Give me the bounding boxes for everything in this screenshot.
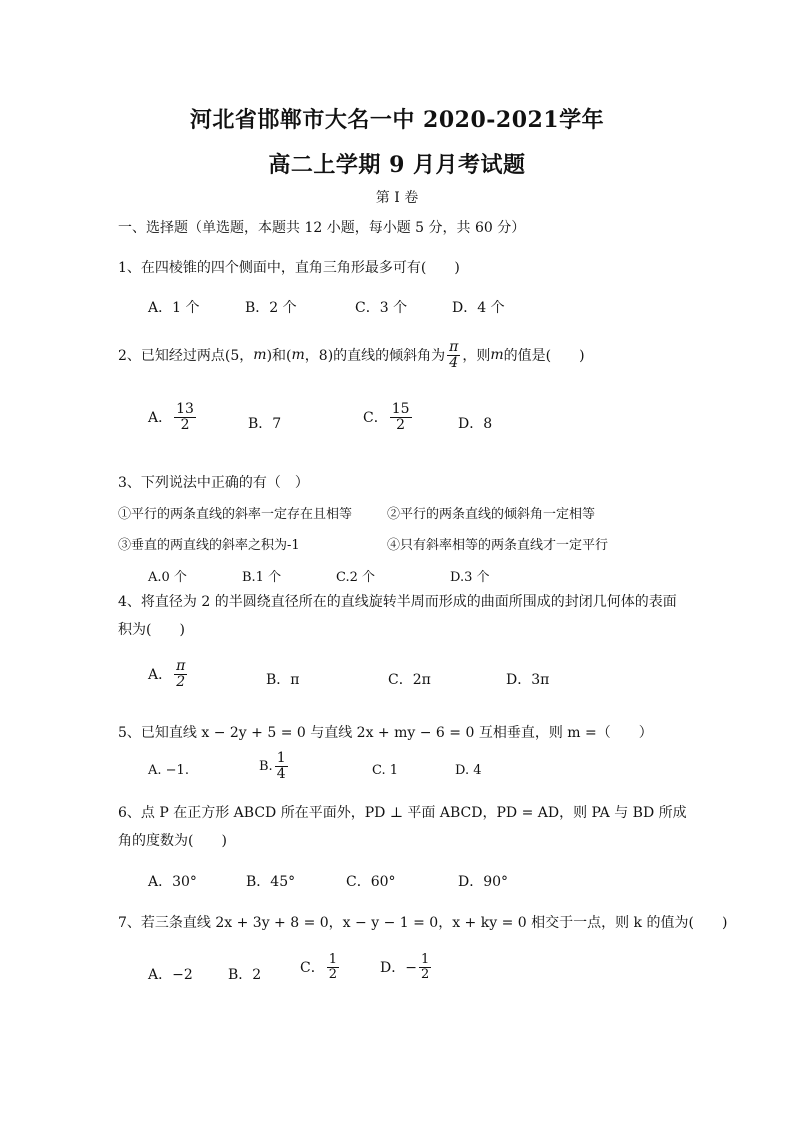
q3-statement-1: ①平行的两条直线的斜率一定存在且相等 [118, 507, 353, 522]
q7-option-c-numerator: 1 [328, 952, 337, 967]
q7-option-c-label: C． [300, 960, 325, 977]
q6-stem-line-1: 6、点 P 在正方形 ABCD 所在平面外，PD ⊥ 平面 ABCD，PD = AD，则 PA 与 BD 所成 [118, 805, 687, 821]
q4-option-a-numerator: π [176, 658, 186, 674]
q5-option-b-label: B. [259, 758, 273, 774]
q2-var-m-3: m [490, 347, 504, 364]
title-line-2: 高二上学期 9 月月考试题 [268, 152, 526, 178]
q5-option-c: C. 1 [372, 763, 399, 778]
q4-stem-line-1: 4、将直径为 2 的半圆绕直径所在的直线旋转半周而形成的曲面所围成的封闭几何体的表面 [118, 594, 677, 610]
q5-option-a: A. −1. [148, 763, 189, 778]
q2-angle-numerator: π [449, 339, 459, 355]
q5-stem: 5、已知直线 x − 2y + 5 = 0 与直线 2x + my − 6 = 0 互相垂直，则 m =（ ） [118, 725, 653, 741]
q2-stem [118, 340, 585, 370]
section-heading: 一、选择题（单选题，本题共 12 小题，每小题 5 分，共 60 分） [118, 220, 526, 236]
q4-option-a-label: A． [148, 667, 173, 684]
q7-option-a: A．−2 [148, 967, 193, 983]
q7-option-c-denominator: 2 [328, 966, 337, 982]
q7-stem: 7、若三条直线 2x + 3y + 8 = 0，x − y − 1 = 0，x + ky = 0 相交于一点，则 k 的值为( ) [118, 915, 728, 931]
q2-stem-part-b: )和( [266, 348, 292, 365]
title-line-1: 河北省邯郸市大名一中 2020-2021学年 [189, 107, 605, 133]
q6-option-d: D．90° [458, 874, 509, 890]
q3-statement-2: ②平行的两条直线的倾斜角一定相等 [387, 507, 596, 522]
q2-option-c-numerator: 15 [391, 401, 410, 417]
q7-option-d-numerator: 1 [420, 952, 430, 967]
q2-var-m-1: m [253, 347, 267, 364]
q3-option-c: C.2 个 [336, 570, 376, 585]
q1-option-d: D．4 个 [452, 300, 505, 316]
q2-option-a-numerator: 13 [176, 401, 194, 417]
q2-option-a-label: A． [148, 410, 173, 427]
q7-option-d-label: D．− [380, 960, 417, 977]
q4-option-a-denominator: 2 [176, 673, 186, 690]
q7-option-d-denominator: 2 [420, 966, 430, 982]
q2-angle-denominator: 4 [449, 354, 459, 371]
q5-option-b-fraction [275, 751, 288, 781]
q2-option-c-fraction [390, 402, 412, 432]
q7-option-c-fraction [327, 953, 339, 981]
q5-option-b-denominator: 4 [276, 765, 286, 782]
q6-option-c: C．60° [346, 874, 396, 890]
q4-stem-line-2: 积为( ) [118, 622, 185, 638]
q2-option-a-denominator: 2 [180, 416, 190, 433]
q5-option-b [259, 751, 290, 781]
q7-option-d-fraction [419, 953, 431, 981]
q3-statement-3: ③垂直的两直线的斜率之积为-1 [118, 538, 300, 553]
q2-stem-part-e: 的值是( ) [503, 348, 585, 365]
q1-option-c: C．3 个 [355, 300, 408, 316]
q2-option-c-denominator: 2 [396, 416, 406, 433]
q2-stem-part-a: 2、已知经过两点(5， [118, 348, 254, 365]
q3-option-d: D.3 个 [450, 570, 490, 585]
q2-option-a [148, 402, 198, 432]
q2-option-c-label: C． [363, 410, 388, 427]
q6-option-a: A．30° [148, 874, 197, 890]
volume-label: 第 I 卷 [375, 190, 419, 206]
q4-option-a-fraction [174, 659, 187, 689]
q3-stem: 3、下列说法中正确的有（ ） [118, 475, 309, 491]
q2-option-b: B．7 [248, 416, 282, 432]
q1-option-b: B．2 个 [245, 300, 297, 316]
q2-stem-part-c: ，8)的直线的倾斜角为 [304, 348, 446, 365]
q4-option-a [148, 659, 189, 689]
q2-option-c [363, 402, 414, 432]
q4-option-d: D．3π [506, 672, 550, 688]
q2-angle-fraction [447, 340, 460, 370]
q7-option-d [380, 953, 433, 981]
q5-option-b-numerator: 1 [276, 750, 286, 766]
q7-option-b: B．2 [228, 967, 262, 983]
q4-option-c: C．2π [388, 672, 431, 688]
q4-option-b: B．π [266, 672, 300, 688]
q2-var-m-2: m [291, 347, 305, 364]
q3-option-b: B.1 个 [242, 570, 282, 585]
q1-option-a: A．1 个 [148, 300, 200, 316]
q5-option-d: D. 4 [455, 763, 482, 778]
q2-stem-part-d: ，则 [462, 348, 491, 365]
q7-option-c [300, 953, 341, 981]
q3-option-a: A.0 个 [148, 570, 187, 585]
q2-option-d: D．8 [458, 416, 493, 432]
q6-option-b: B．45° [246, 874, 296, 890]
q3-statement-4: ④只有斜率相等的两条直线才一定平行 [387, 538, 609, 553]
q1-stem: 1、在四棱锥的四个侧面中，直角三角形最多可有( ) [118, 260, 460, 276]
q6-stem-line-2: 角的度数为( ) [118, 833, 227, 849]
q2-option-a-fraction [174, 402, 196, 432]
